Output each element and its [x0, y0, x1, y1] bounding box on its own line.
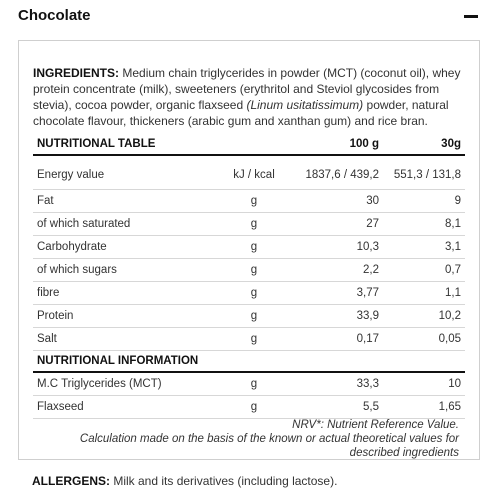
footnote-calculation: Calculation made on the basis of the known or actual theoretical values for described ingredients [79, 433, 459, 459]
table-row [33, 372, 465, 396]
ingredients-text [33, 65, 465, 129]
ingredients-list-part2: powder, natural chocolate flavour, thickeners (arabic gum and xanthan gum) and rice bran. [33, 98, 449, 128]
accordion-header[interactable] [0, 0, 500, 40]
table-row [33, 190, 465, 213]
value-per-30g: 0,7 [383, 259, 465, 282]
table-row [33, 282, 465, 305]
value-per-100g: 30 [283, 190, 383, 213]
accordion-title: Chocolate [18, 7, 91, 24]
nutrient-unit: kJ / kcal [225, 155, 283, 190]
value-per-30g: 9 [383, 190, 465, 213]
value-per-100g: 0,17 [283, 328, 383, 351]
value-per-100g: 33,3 [283, 372, 383, 396]
allergens-value: Milk and its derivatives (including lactose). [113, 474, 338, 488]
value-per-100g: 33,9 [283, 305, 383, 328]
collapse-button[interactable] [460, 7, 482, 25]
value-per-30g: 3,1 [383, 236, 465, 259]
value-per-100g: 10,3 [283, 236, 383, 259]
nutrient-name: Flaxseed [33, 396, 225, 419]
table-row [33, 236, 465, 259]
nutrient-name: of which sugars [33, 259, 225, 282]
nutrient-unit: g [225, 305, 283, 328]
value-per-30g: 10,2 [383, 305, 465, 328]
table-row [33, 213, 465, 236]
nutrient-name: Energy value [33, 155, 225, 190]
value-per-100g: 2,2 [283, 259, 383, 282]
nutrient-name: Fat [33, 190, 225, 213]
nutrient-unit: g [225, 190, 283, 213]
value-per-30g: 8,1 [383, 213, 465, 236]
nutrient-unit: g [225, 372, 283, 396]
value-per-30g: 0,05 [383, 328, 465, 351]
nutrition-table-title: NUTRITIONAL TABLE [33, 134, 225, 155]
nutrient-name: of which saturated [33, 213, 225, 236]
nutrient-name: Carbohydrate [33, 236, 225, 259]
column-header-100g: 100 g [283, 134, 383, 155]
nutrient-unit: g [225, 259, 283, 282]
value-per-30g: 551,3 / 131,8 [383, 155, 465, 190]
nutrient-unit: g [225, 236, 283, 259]
value-per-100g: 1837,6 / 439,2 [283, 155, 383, 190]
value-per-100g: 27 [283, 213, 383, 236]
value-per-30g: 1,65 [383, 396, 465, 419]
nutrient-name: Salt [33, 328, 225, 351]
nutrient-unit: g [225, 282, 283, 305]
value-per-100g: 5,5 [283, 396, 383, 419]
nutrition-info-header [33, 351, 465, 373]
minus-icon [464, 15, 478, 18]
table-row [33, 155, 465, 190]
nutrient-name: fibre [33, 282, 225, 305]
table-row [33, 328, 465, 351]
table-row [33, 259, 465, 282]
allergens-text [32, 474, 482, 488]
footnote [33, 418, 459, 460]
nutrient-unit: g [225, 396, 283, 419]
ingredients-label: INGREDIENTS: [33, 66, 120, 80]
table-row [33, 396, 465, 419]
value-per-30g: 10 [383, 372, 465, 396]
value-per-100g: 3,77 [283, 282, 383, 305]
ingredients-list-part1: Medium chain triglycerides in powder (MCT) (coconut oil), whey protein concentrate (milk), sweeteners (erythritol and Steviol glycosides from stevia), cocoa powder, organic flaxseed [33, 66, 461, 112]
allergens-label: ALLERGENS: [32, 474, 110, 488]
footnote-nrv: NRV*: Nutrient Reference Value. [292, 419, 459, 431]
nutrition-table [33, 134, 465, 419]
value-per-30g: 1,1 [383, 282, 465, 305]
nutrition-table-header [33, 134, 465, 155]
column-header-30g: 30g [383, 134, 465, 155]
table-row [33, 305, 465, 328]
accordion-panel [18, 41, 480, 460]
nutrition-info-title: NUTRITIONAL INFORMATION [33, 351, 465, 373]
nutrient-unit: g [225, 328, 283, 351]
nutrient-unit: g [225, 213, 283, 236]
nutrient-name: M.C Triglycerides (MCT) [33, 372, 225, 396]
ingredients-latin-name: (Linum usitatissimum) [246, 98, 364, 112]
nutrient-name: Protein [33, 305, 225, 328]
